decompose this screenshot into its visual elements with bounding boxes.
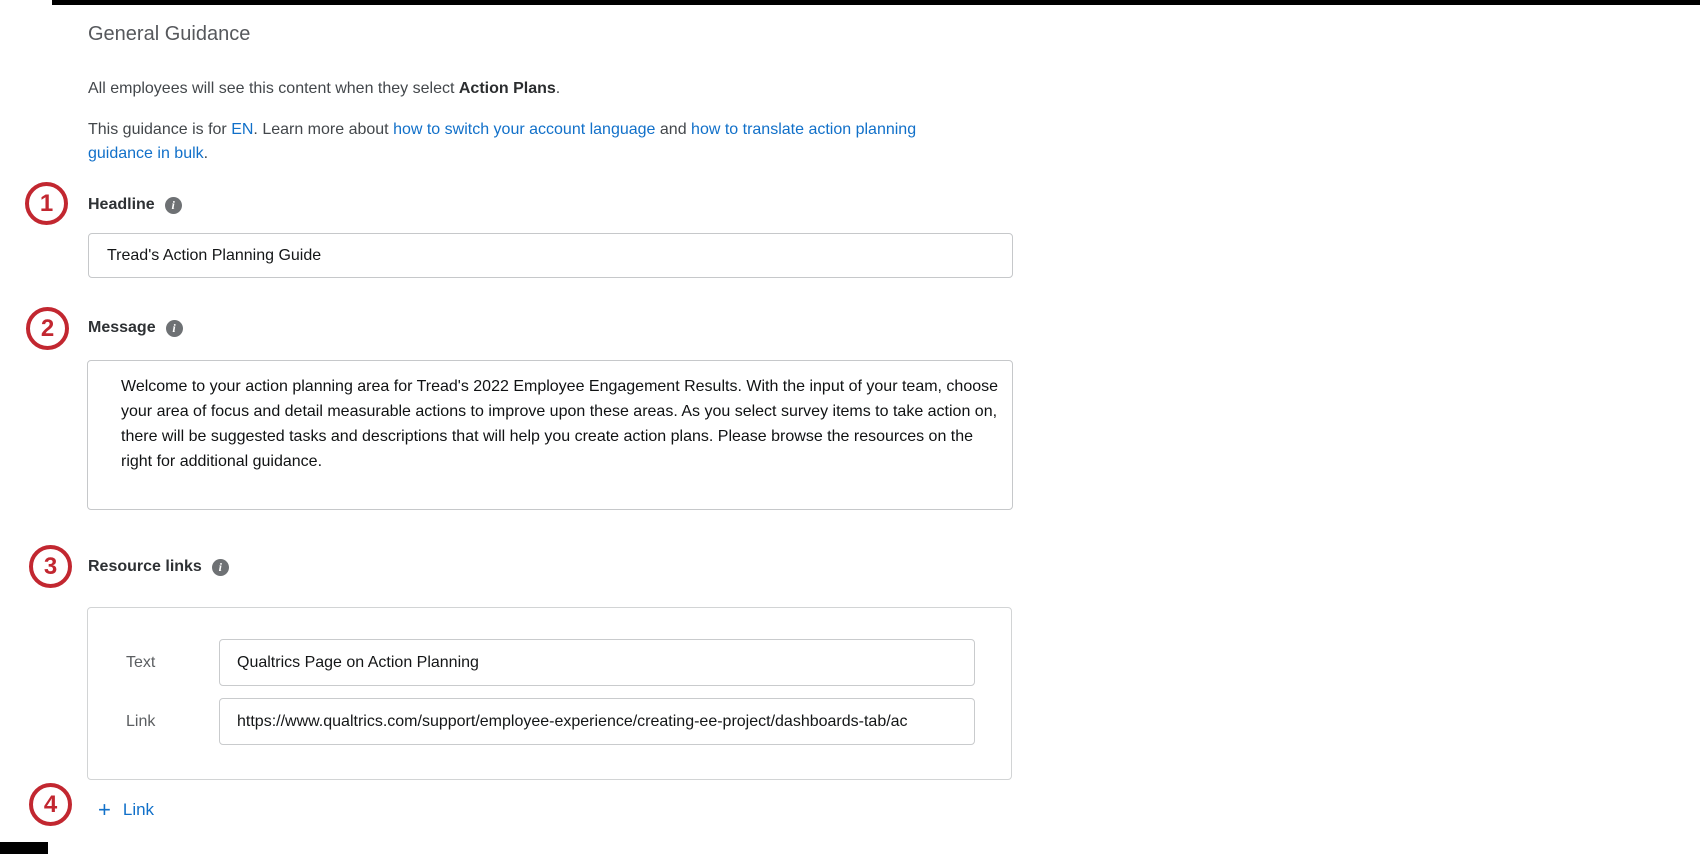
- message-label: Message: [88, 319, 156, 336]
- resource-text-label: Text: [126, 654, 156, 671]
- language-note-part4: .: [203, 145, 209, 162]
- info-icon[interactable]: i: [165, 197, 182, 214]
- headline-label-row: [88, 196, 182, 214]
- plus-icon: +: [98, 797, 111, 822]
- resource-text-input[interactable]: [219, 639, 975, 686]
- translate-guidance-bulk-link[interactable]: how to translate action planning guidance in bulk: [88, 121, 917, 162]
- language-note-part2: . Learn more about: [253, 121, 394, 138]
- language-code-link[interactable]: EN: [231, 121, 254, 138]
- message-textarea[interactable]: [87, 360, 1013, 510]
- page-title: General Guidance: [88, 23, 251, 46]
- language-note-part1: This guidance is for: [88, 121, 232, 138]
- headline-input[interactable]: [88, 233, 1013, 278]
- resource-links-label-row: [88, 558, 229, 576]
- language-note: [88, 118, 950, 166]
- resource-links-label: Resource links: [88, 558, 202, 575]
- intro-bold-action-plans: Action Plans: [458, 80, 556, 97]
- message-label-row: [88, 319, 183, 337]
- info-icon[interactable]: i: [166, 320, 183, 337]
- language-note-part3: and: [655, 121, 692, 138]
- bottom-left-black-mark: [0, 842, 48, 854]
- top-black-bar: [52, 0, 1700, 5]
- annotation-circle-4: 4: [29, 783, 72, 826]
- headline-label: Headline: [88, 196, 155, 213]
- annotation-circle-2: 2: [26, 307, 69, 350]
- intro-text: [88, 77, 560, 101]
- add-link-button-label: Link: [122, 800, 155, 819]
- switch-account-language-link[interactable]: how to switch your account language: [393, 121, 656, 138]
- annotation-circle-1: 1: [25, 182, 68, 225]
- info-icon[interactable]: i: [212, 559, 229, 576]
- intro-suffix: .: [555, 80, 561, 97]
- add-link-button[interactable]: [98, 799, 154, 821]
- resource-url-input[interactable]: [219, 698, 975, 745]
- resource-link-label: Link: [126, 713, 156, 730]
- annotation-circle-3: 3: [29, 545, 72, 588]
- intro-prefix: All employees will see this content when they select: [88, 80, 459, 97]
- resource-link-card: [87, 607, 1012, 780]
